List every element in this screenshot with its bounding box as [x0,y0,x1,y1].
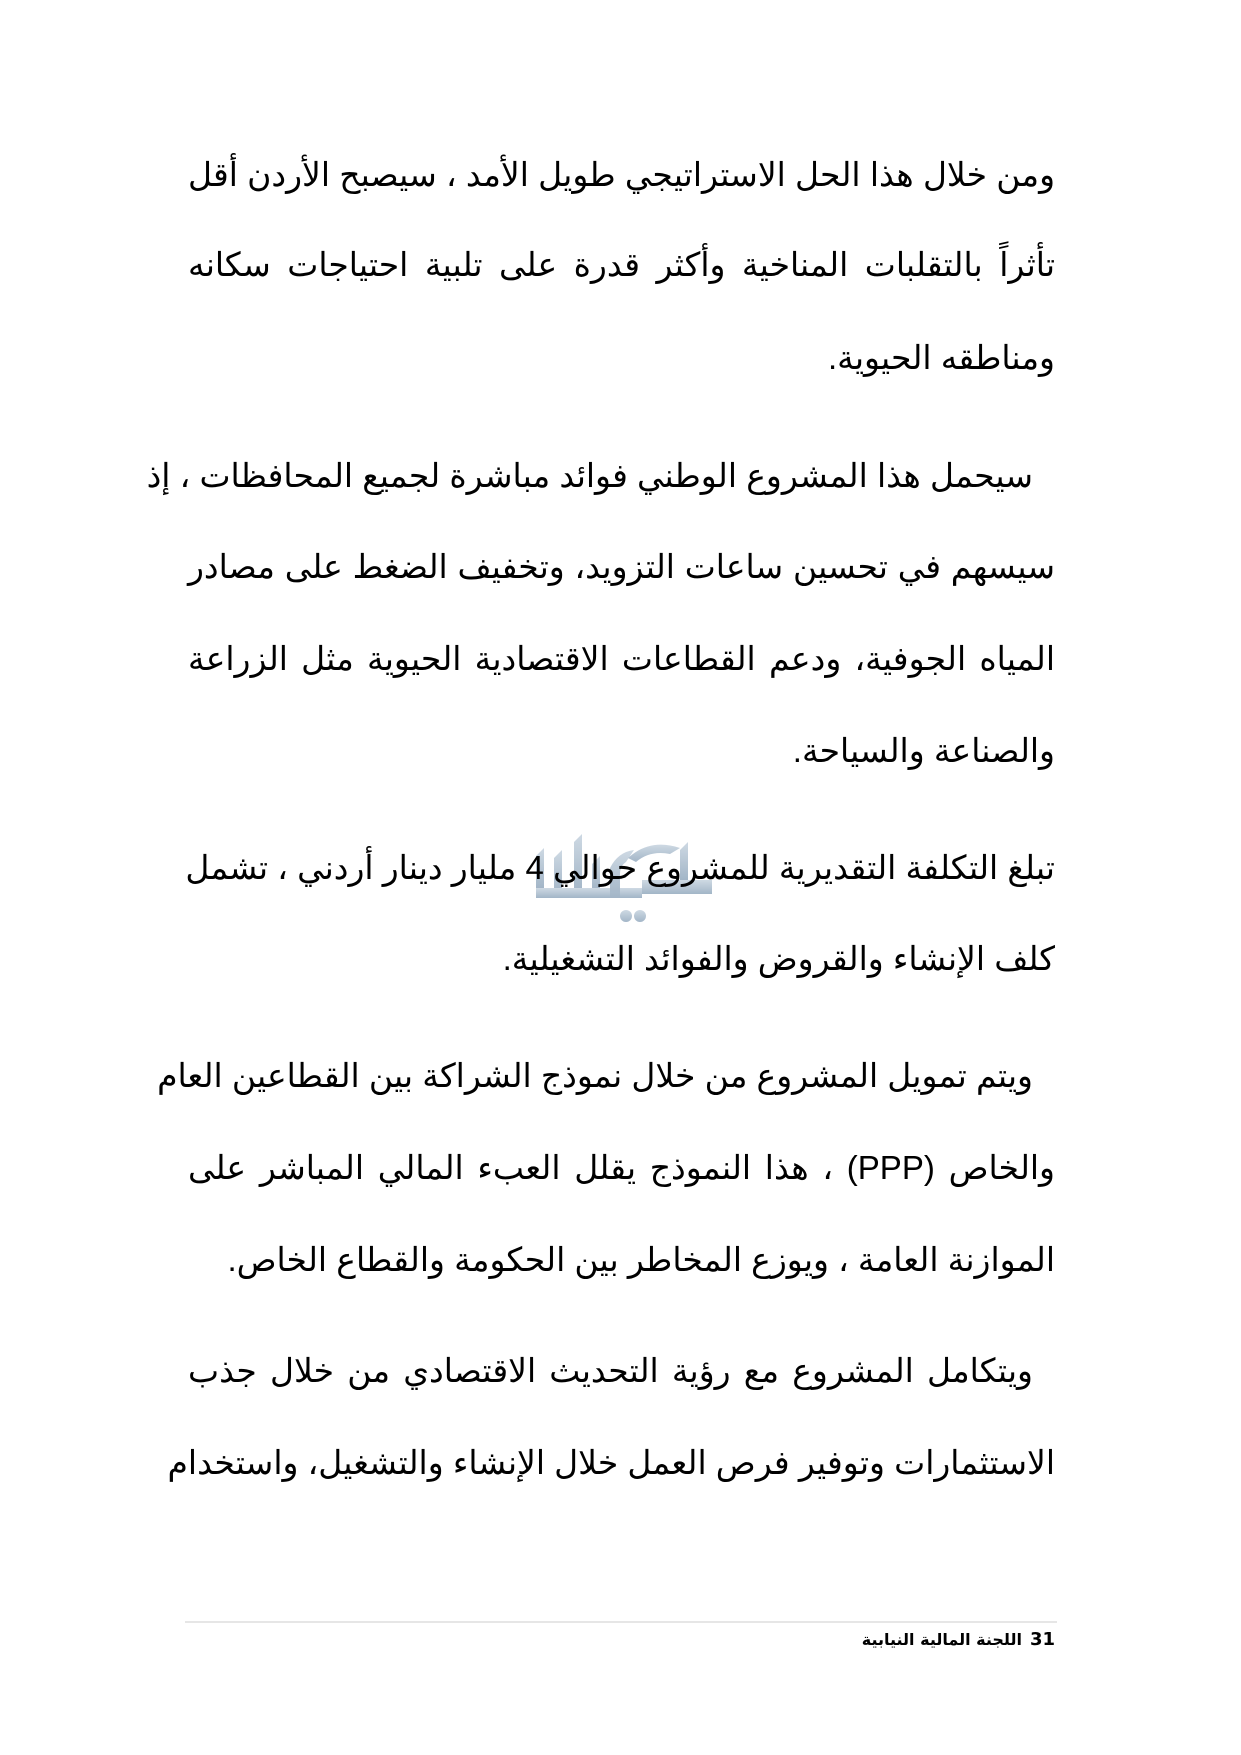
page-number: 31 [1029,1629,1055,1650]
text-line: ومناطقه الحيوية. [827,339,1055,376]
text-line: ويتم تمويل المشروع من خلال نموذج الشراكة بين القطاعين العام [157,1057,1033,1094]
text-line: الاستثمارات وتوفير فرص العمل خلال الإنشاء والتشغيل، واستخدام [167,1444,1055,1481]
footer-label: اللجنة المالية النيابية [861,1630,1022,1649]
text-line: تبلغ التكلفة التقديرية للمشروع حوالي 4 مليار دينار أردني ، تشمل [185,849,1055,886]
text-line: والخاص (PPP) ، هذا النموذج يقلل العبء المالي المباشر على [188,1149,1055,1186]
text-line: كلف الإنشاء والقروض والفوائد التشغيلية. [502,940,1055,977]
footer-divider [185,1621,1057,1623]
text-line: الموازنة العامة ، ويوزع المخاطر بين الحكومة والقطاع الخاص. [227,1241,1055,1278]
page-footer [862,1628,1055,1652]
text-line: المياه الجوفية، ودعم القطاعات الاقتصادية الحيوية مثل الزراعة [188,640,1055,677]
text-line: والصناعة والسياحة. [792,732,1055,769]
text-line: ومن خلال هذا الحل الاستراتيجي طويل الأمد ، سيصبح الأردن أقل [188,156,1055,193]
text-line: ويتكامل المشروع مع رؤية التحديث الاقتصادي من خلال جذب [188,1352,1033,1389]
text-line: تأثراً بالتقلبات المناخية وأكثر قدرة على تلبية احتياجات سكانه [188,246,1055,283]
text-line: سيسهم في تحسين ساعات التزويد، وتخفيف الضغط على مصادر [188,548,1055,585]
text-line: سيحمل هذا المشروع الوطني فوائد مباشرة لجميع المحافظات ، إذ [146,457,1033,494]
